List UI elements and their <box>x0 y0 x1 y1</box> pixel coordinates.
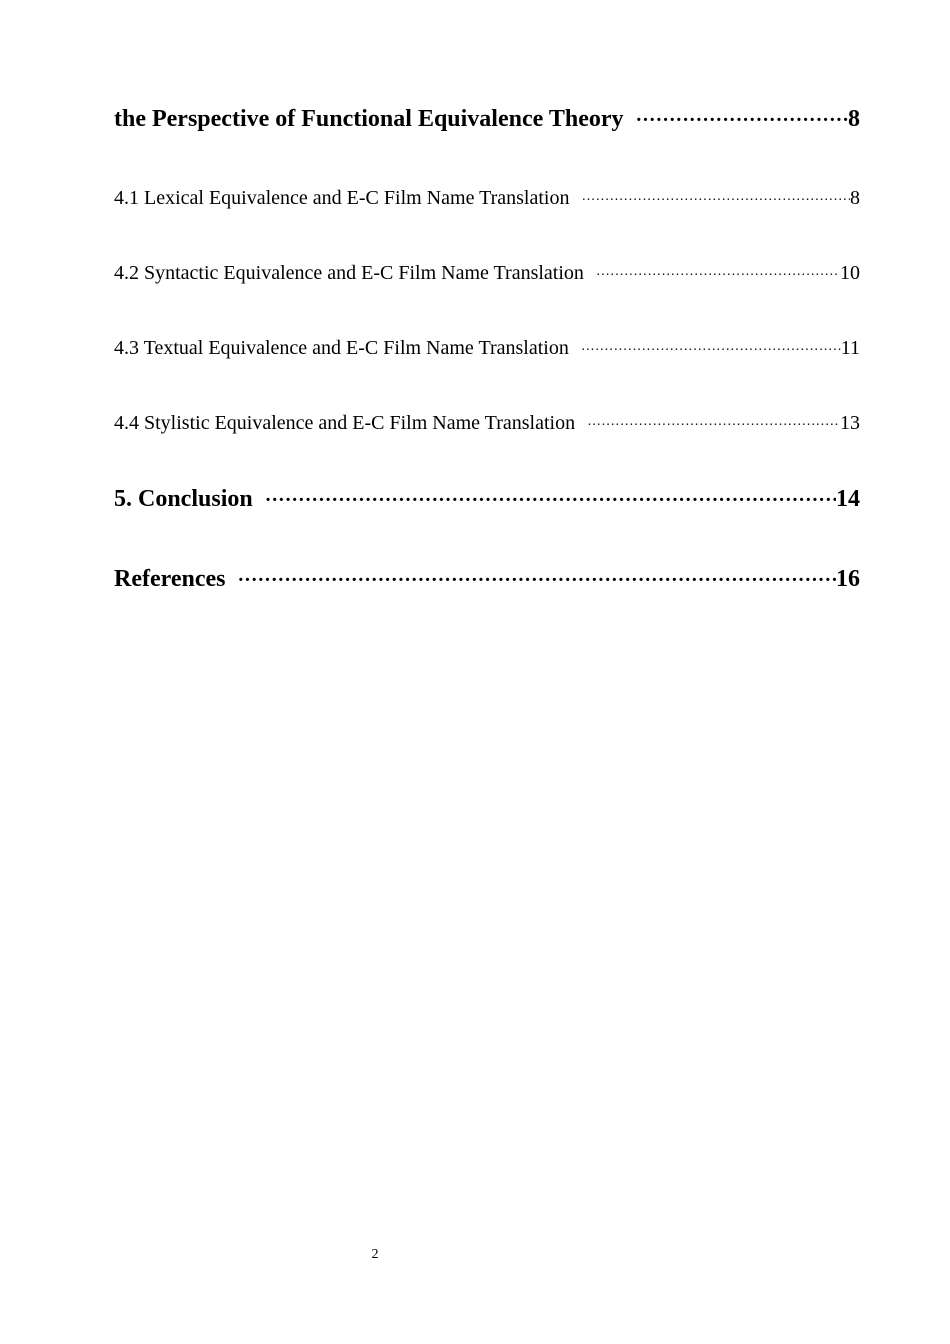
dot-leader <box>587 418 840 434</box>
page-number: 2 <box>371 1247 379 1262</box>
toc-entry-functional-equivalence[interactable] <box>114 106 860 133</box>
toc-entry-page-number: 14 <box>836 486 860 512</box>
dot-leader <box>596 268 840 284</box>
toc-entry-references[interactable] <box>114 566 860 593</box>
toc-entry-title: 4.2 Syntactic Equivalence and E-C Film Name Translation <box>114 262 584 284</box>
toc-entry-page-number: 16 <box>836 566 860 592</box>
toc-entry-page-number: 11 <box>840 337 860 359</box>
toc-entry-title: 4.4 Stylistic Equivalence and E-C Film Name Translation <box>114 412 576 434</box>
toc-entry-title: 4.3 Textual Equivalence and E-C Film Name Translation <box>114 337 569 359</box>
toc-entry-4-1[interactable] <box>114 187 860 210</box>
dot-leader <box>265 489 836 512</box>
dot-leader <box>238 569 837 592</box>
toc-entry-4-3[interactable] <box>114 337 860 360</box>
toc-entry-title: the Perspective of Functional Equivalence Theory <box>114 106 624 132</box>
toc-entry-title: 4.1 Lexical Equivalence and E-C Film Name Translation <box>114 187 570 209</box>
toc-entry-conclusion[interactable] <box>114 486 860 513</box>
toc-entry-4-4[interactable] <box>114 412 860 435</box>
toc-entry-page-number: 8 <box>848 106 860 132</box>
dot-leader <box>581 193 850 209</box>
toc-entry-title: 5. Conclusion <box>114 486 253 512</box>
toc-entry-page-number: 13 <box>840 412 860 434</box>
dot-leader <box>581 343 841 359</box>
toc-entry-page-number: 8 <box>850 187 860 209</box>
toc-entry-title: References <box>114 566 226 592</box>
toc-entry-4-2[interactable] <box>114 262 860 285</box>
toc-entry-page-number: 10 <box>840 262 860 284</box>
dot-leader <box>636 109 848 132</box>
